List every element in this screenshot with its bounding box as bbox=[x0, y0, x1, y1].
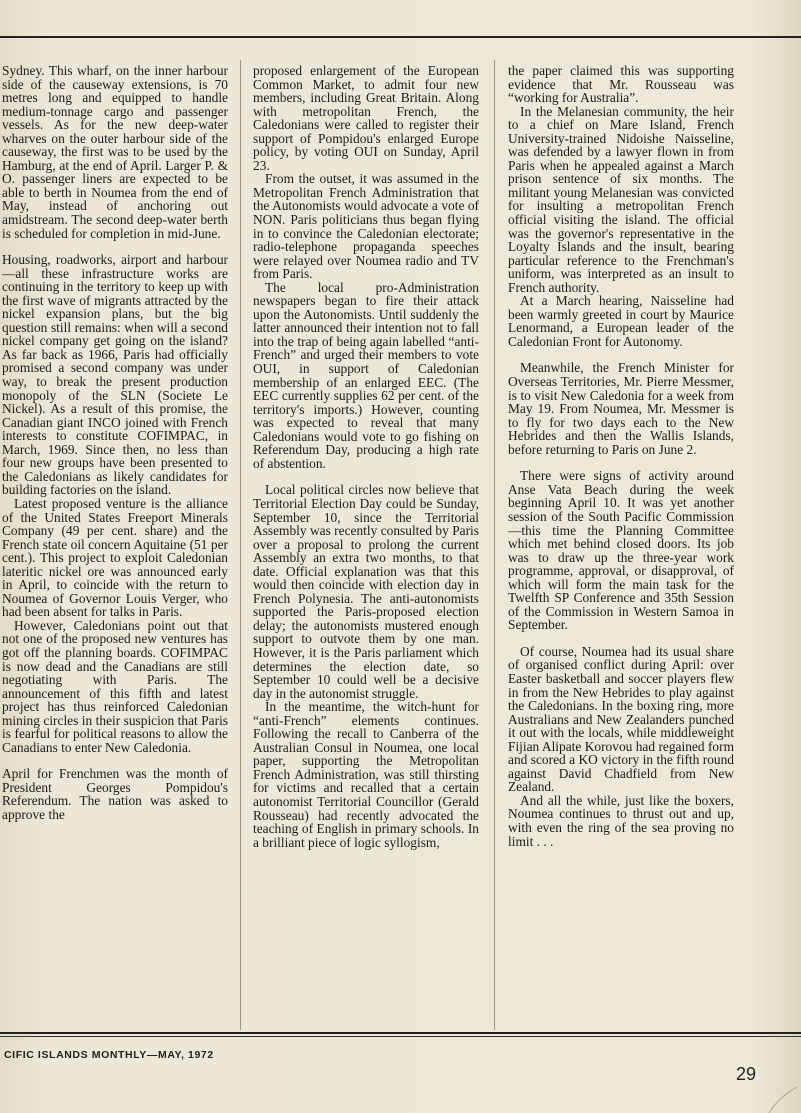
top-rule bbox=[0, 36, 801, 38]
paragraph: However, Caledonians point out that not one of the proposed new ventures has got off the planning boards. COFIMPAC is now dead and the Canadians are still negotiating with Paris. The announcement of this fifth and latest project has thus reinforced Caledonian mining circles in their suspicion that Paris is fearful for political reasons to allow the Canadians to enter New Caledonia. bbox=[2, 617, 228, 755]
page-corner-mark bbox=[761, 1083, 801, 1113]
paragraph: Of course, Noumea had its usual share of organised conflict during April: over Easter basketball and soccer players flew in from the New Hebrides to play against the Caledonians. In the boxing ring, more Australians and New Zealanders punched it out with the locals, while middleweight Fijian Alipate Korovou had regained form and scored a KO victory in the fifth round against David Chadfield from New Zealand. bbox=[508, 643, 734, 795]
paragraph: In the Melanesian community, the heir to a chief on Mare Island, French University-trained Nidoishe Naisseline, was defended by a lawyer flown in from Paris when he appealed against a March prison sentence of six months. The militant young Melanesian was convicted for insulting a metropolitan French official visiting the island. The official was the governor's representative in the Loyalty Islands and the insult, bearing particular reference to the Frenchman's uniform, was interpreted as an insult to French authority. bbox=[508, 103, 734, 295]
paragraph: From the outset, it was assumed in the Metropolitan French Administration that the Autonomists would advocate a vote of NON. Paris politicians thus began flying in to convince the Caledonian electorate; radio-telephone propaganda speeches were relayed over Noumea radio and TV from Paris. bbox=[253, 171, 479, 282]
page-number: 29 bbox=[736, 1064, 757, 1084]
paragraph: The local pro-Administration newspapers began to fire their attack upon the Autonomists. Until suddenly the latter announced their intention not to fall into the trap of being again labelled “anti-French” and urged their members to vote OUI, in support of Caledonian membership of an enlarged EEC. (The EEC currently supplies 62 per cent. of the territory's imports.) However, counting was expected to reveal that many Caledonians would vote to go fishing on Referendum Day, producing a high rate of abstention. bbox=[253, 279, 479, 471]
paragraph: There were signs of activity around Anse Vata Beach during the week beginning April 10. It was yet another session of the South Pacific Commission—this time the Planning Committee which met behind closed doors. Its job was to draw up the three-year work programme, approval, or disapproval, of which will form the main task for the Twelfth SP Conference and 35th Session of the Commission in Western Samoa in September. bbox=[508, 468, 734, 633]
column-2 bbox=[253, 64, 479, 1024]
column-divider bbox=[494, 60, 495, 1030]
paragraph: At a March hearing, Naisseline had been warmly greeted in court by Maurice Lenormand, a European leader of the Caledonian Front for Autonomy. bbox=[508, 293, 734, 349]
column-1 bbox=[2, 64, 228, 1024]
paragraph: Housing, roadworks, airport and harbour—all these infrastructure works are continuing in the territory to keep up with the first wave of migrants attracted by the nickel expansion plans, but the big question still remains: when will a second nickel company get going on the island? As far back as 1966, Paris had officially promised a second company was under way, to break the present production monopoly of the SLN (Societe Le Nickel). As a result of this promise, the Canadian giant INCO joined with French interests to constitute COFIMPAC, in March, 1969. Since then, no less than four new groups have been presented to the Caledonians as likely candidates for building factories on the island. bbox=[2, 252, 228, 498]
column-divider bbox=[240, 60, 241, 1030]
paragraph: Sydney. This wharf, on the inner harbour side of the causeway extensions, is 70 metres long and equipped to handle medium-tonnage cargo and passenger vessels. As for the new deep-water wharves on the outer harbour side of the causeway, the first was to be used by the Hamburg, at the end of April. Larger P. & O. passenger liners are expected to be able to berth in Noumea from the end of May, instead of anchoring out amidstream. The second deep-water berth is scheduled for completion in mid-June. bbox=[2, 64, 228, 241]
column-3 bbox=[508, 64, 734, 1024]
paragraph: April for Frenchmen was the month of President Georges Pompidou's Referendum. The nation was asked to approve the bbox=[2, 766, 228, 822]
bottom-rule-thin bbox=[0, 1036, 801, 1037]
paragraph: And all the while, just like the boxers, Noumea continues to thrust out and up, with even the ring of the sea proving no limit . . . bbox=[508, 792, 734, 849]
running-footer: CIFIC ISLANDS MONTHLY—MAY, 1972 bbox=[4, 1049, 214, 1061]
paragraph: In the meantime, the witch-hunt for “anti-French” elements continues. Following the recall to Canberra of the Australian Consul in Noumea, one local paper, supporting the Metropolitan French Administration, was still thirsting for victims and recalled that a certain autonomist Territorial Councillor (Gerald Rousseau) had recently advocated the teaching of English in primary schools. In a brilliant piece of logic syllogism, bbox=[253, 699, 479, 850]
paragraph: Local political circles now believe that Territorial Election Day could be Sunday, September 10, since the Territorial Assembly was recently consulted by Paris over a proposal to prolong the current Assembly an extra two months, to that date. Official explanation was that this would then coincide with election day in French Polynesia. The anti-autonomists supported the Paris-proposed election delay; the autonomists mustered enough support to outvote them by one man. However, it is the Paris parliament which determines the election date, so September 10 could well be a decisive day in the autonomist struggle. bbox=[253, 482, 479, 701]
paragraph: Latest proposed venture is the alliance of the United States Freeport Minerals Company (49 per cent. share) and the French state oil concern Aquitaine (51 per cent.). This project to exploit Caledonian lateritic nickel ore was announced early in April, to coincide with the return to Noumea of Governor Louis Verger, who had been absent for talks in Paris. bbox=[2, 495, 228, 620]
paragraph: proposed enlargement of the European Common Market, to admit four new members, including Great Britain. Along with metropolitan French, the Caledonians were called to register their support of Pompidou's enlarged Europe policy, by voting OUI on Sunday, April 23. bbox=[253, 64, 479, 173]
paragraph: Meanwhile, the French Minister for Overseas Territories, Mr. Pierre Messmer, is to visit New Caledonia for a week from May 19. From Noumea, Mr. Messmer is to fly for two days each to the New Hebrides and then the Wallis Islands, before returning to Paris on June 2. bbox=[508, 360, 734, 457]
paragraph: the paper claimed this was supporting evidence that Mr. Rousseau was “working for Australia”. bbox=[508, 64, 734, 106]
bottom-rule bbox=[0, 1032, 801, 1034]
